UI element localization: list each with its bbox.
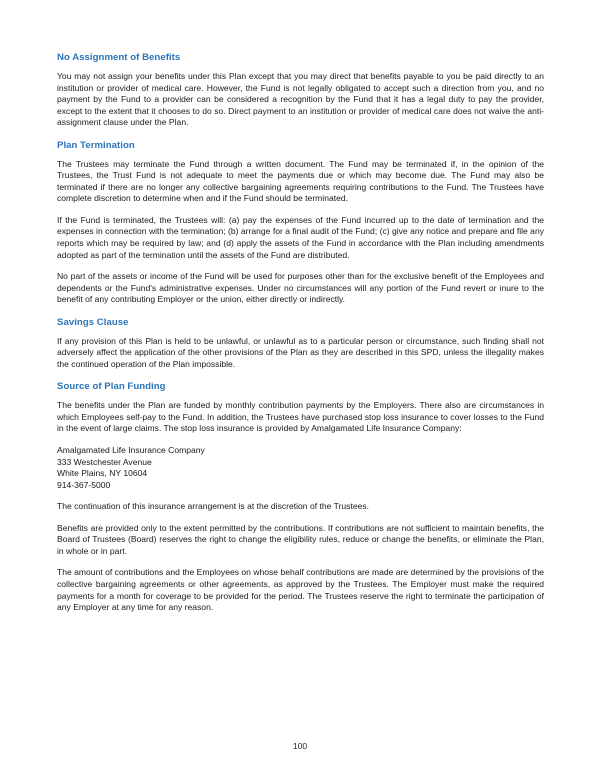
insurer-company-name: Amalgamated Life Insurance Company [57, 445, 205, 456]
paragraph-plan-termination-3: No part of the assets or income of the Fund will be used for purposes other than for the exclusive benefit of the Employees and dependents or the Fund's administrative expenses. Under no circumstances will any portion of the Fund revert or inure to the benefit of any contributing Employer or the union, either directly or indirectly. [57, 271, 544, 305]
insurer-street-address: 333 Westchester Avenue [57, 456, 152, 467]
page-number-footer: 100 [292, 741, 308, 751]
section-heading-plan-termination: Plan Termination [57, 139, 135, 151]
insurer-phone-number: 914-367-5000 [57, 479, 111, 490]
section-heading-source-of-plan-funding: Source of Plan Funding [57, 381, 166, 393]
paragraph-benefits-extent-permitted: Benefits are provided only to the extent permitted by the contributions. If contributions are not sufficient to maintain benefits, the Board of Trustees (Board) reserves the right to change the eligibility rules, reduce or change the benefits, or eliminate the Plan, in whole or in part. [57, 522, 544, 556]
paragraph-plan-termination-1: The Trustees may terminate the Fund through a written document. The Fund may be terminated if, in the opinion of the Trustees, the Trust Fund is not adequate to meet the payments due or which may become due. The Fund may also be terminated if there are no longer any collective bargaining agreements requiring contributions to the Fund. The Trustees have complete discretion to determine when and if the Fund should be terminated. [57, 158, 544, 204]
paragraph-savings-clause-1: If any provision of this Plan is held to be unlawful, or unlawful as to a particular person or circumstance, such finding shall not adversely affect the application of the other provisions of the Plan as they are described in this SPD, unless the illegality makes the continued operation of the Plan impossible. [57, 335, 544, 369]
paragraph-continuation-of-insurance: The continuation of this insurance arrangement is at the discretion of the Trustees. [57, 501, 370, 512]
insurer-city-state-zip: White Plains, NY 10604 [57, 468, 148, 479]
page-content [57, 52, 544, 625]
section-heading-savings-clause: Savings Clause [57, 316, 129, 328]
paragraph-amount-of-contributions: The amount of contributions and the Employees on whose behalf contributions are made are determined by the provisions of the collective bargaining agreements or other agreements, as approved by the Trustees. The Employer must make the required payments for a month for coverage to be provided for the period. The Trustees reserve the right to terminate the participation of any Employer at any time for any reason. [57, 567, 544, 613]
section-heading-no-assignment-of-benefits: No Assignment of Benefits [57, 52, 181, 63]
paragraph-plan-termination-2: If the Fund is terminated, the Trustees will: (a) pay the expenses of the Fund incurred up to the date of termination and the expenses in connection with the termination; (b) arrange for a final audit of the Fund; (c) give any notice and prepare and file any reports which may be required by law; and (d) apply the assets of the Fund in accordance with the Plan including amendments adopted as part of the termination until the assets of the Fund are distributed. [57, 214, 544, 260]
insurer-address-block [57, 445, 544, 491]
paragraph-source-of-plan-funding-1: The benefits under the Plan are funded by monthly contribution payments by the Employers. There also are circumstances in which Employees self-pay to the Fund. In addition, the Trustees have purchased stop loss insurance to cover losses to the Fund in the event of large claims. The stop loss insurance is provided by Amalgamated Life Insurance Company: [57, 400, 544, 434]
paragraph-no-assignment-1: You may not assign your benefits under this Plan except that you may direct that benefits payable to you be paid directly to an institution or provider of medical care. However, the Fund is not legally obligated to accept such a direction from you, and no payment by the Fund to a provider can be considered a recognition by the Fund that it has a legal duty to pay the provider, except to the extent that it chooses to do so. Direct payment to an institution or provider of medical care does not waive the anti-assignment clause under the Plan. [57, 71, 544, 128]
